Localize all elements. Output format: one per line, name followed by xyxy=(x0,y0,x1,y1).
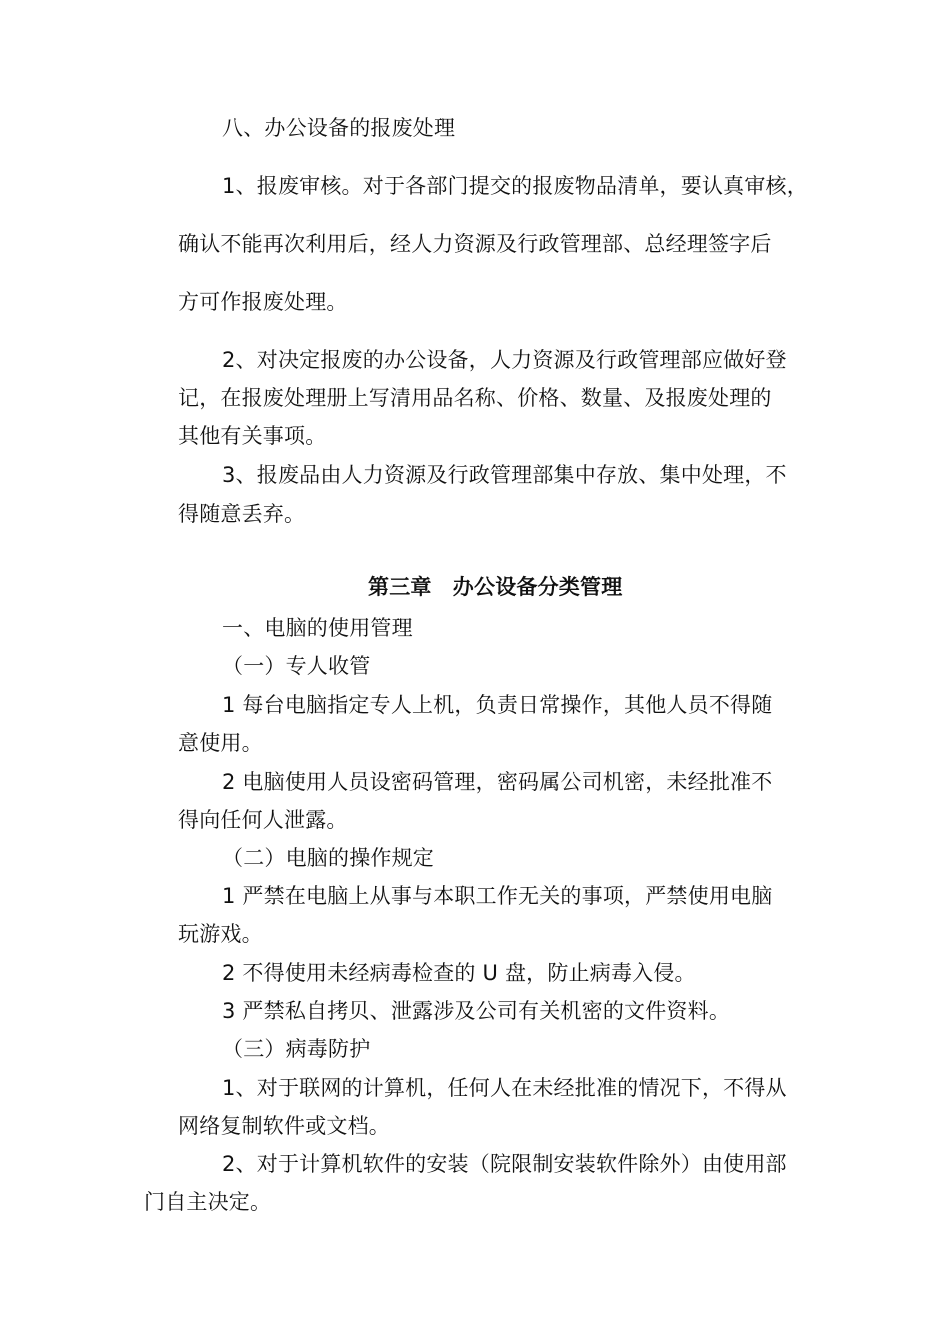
section-heading-1: 一、电脑的使用管理 xyxy=(222,616,413,640)
subsection-heading: （三）病毒防护 xyxy=(222,1037,371,1061)
paragraph-line: 网络复制软件或文档。 xyxy=(178,1114,390,1138)
paragraph-line: 2、对于计算机软件的安装（院限制安装软件除外）由使用部 xyxy=(222,1152,787,1176)
section-heading-8: 八、办公设备的报废处理 xyxy=(222,116,456,140)
paragraph-line: 3 严禁私自拷贝、泄露涉及公司有关机密的文件资料。 xyxy=(222,999,731,1023)
paragraph-line: 1 严禁在电脑上从事与本职工作无关的事项，严禁使用电脑 xyxy=(222,884,773,908)
subsection-heading: （二）电脑的操作规定 xyxy=(222,846,434,870)
subsection-heading: （一）专人收管 xyxy=(222,654,371,678)
paragraph-line: 2 不得使用未经病毒检查的 U 盘，防止病毒入侵。 xyxy=(222,961,696,985)
paragraph-line: 2、对决定报废的办公设备，人力资源及行政管理部应做好登 xyxy=(222,348,787,372)
paragraph-line: 门自主决定。 xyxy=(144,1190,272,1214)
paragraph-line: 玩游戏。 xyxy=(178,922,263,946)
paragraph-line: 1 每台电脑指定专人上机，负责日常操作，其他人员不得随 xyxy=(222,693,773,717)
paragraph-line: 记，在报废处理册上写清用品名称、价格、数量、及报废处理的 xyxy=(178,386,772,410)
paragraph-line: 得随意丢弃。 xyxy=(178,502,306,526)
paragraph-line: 得向任何人泄露。 xyxy=(178,808,348,832)
paragraph-line: 3、报废品由人力资源及行政管理部集中存放、集中处理，不 xyxy=(222,463,787,487)
paragraph-line: 确认不能再次利用后，经人力资源及行政管理部、总经理签字后 xyxy=(178,232,772,256)
chapter-title: 第三章 办公设备分类管理 xyxy=(368,575,623,599)
paragraph-line: 2 电脑使用人员设密码管理，密码属公司机密，未经批准不 xyxy=(222,770,773,794)
paragraph-line: 其他有关事项。 xyxy=(178,424,327,448)
paragraph-line: 意使用。 xyxy=(178,731,263,755)
paragraph-line: 方可作报废处理。 xyxy=(178,290,348,314)
paragraph-line: 1、报废审核。对于各部门提交的报废物品清单，要认真审核， xyxy=(222,174,808,198)
paragraph-line: 1、对于联网的计算机，任何人在未经批准的情况下，不得从 xyxy=(222,1076,787,1100)
